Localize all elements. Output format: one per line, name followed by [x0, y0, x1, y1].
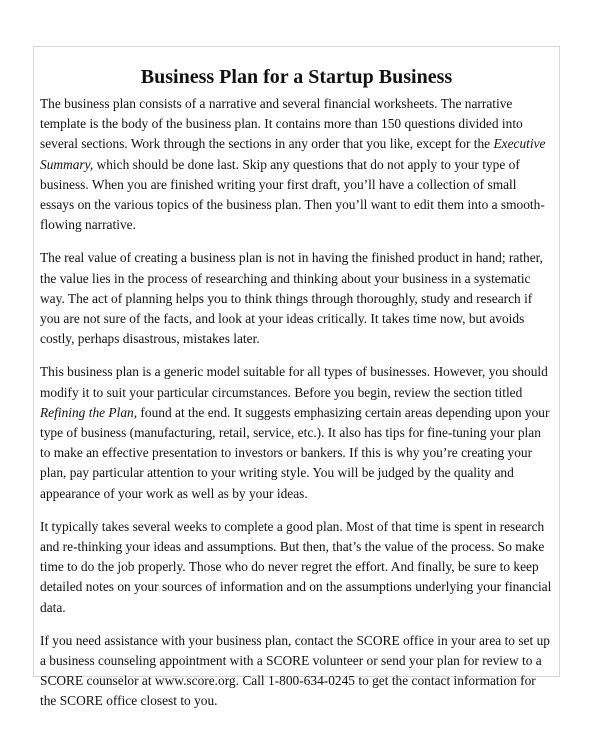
paragraph-score-assistance: If you need assistance with your business plan, contact the SCORE office in your area to set up a business counseling appointment with a SCORE volunteer or send your plan for review to a SCORE counselor at www.score.org. Call 1-800-634-0245 to get the contact information for the SCORE office closest to you. — [40, 632, 550, 709]
paragraph-value: The real value of creating a business plan is not in having the finished product in hand; rather, the value lies in the process of researching and thinking about your business in a systematic way. The act of planning helps you to think things through thoroughly, study and research if you are not sure of the facts, and look at your ideas critically. It takes time now, but avoids costly, perhaps disastrous, mistakes later. — [40, 250, 543, 347]
paragraph-text: found at the end. It suggests emphasizing certain areas depending upon your type of business (manufacturing, retail, service, etc.). It also has tips for fine-tuning your plan to make an effective presentation to investors or bankers. If this is why you’re creating your plan, pay particular attention to your writing style. You will be judged by the quality and appearance of your work as well as by your ideas. — [40, 404, 550, 501]
executive-summary-italic: Executive Summary, — [40, 136, 546, 172]
paragraph-text: which should be done last. Skip any questions that do not apply to your type of business. When you are finished writing your first draft, you’ll have a collection of small essays on the various topics of the business plan. Then you’ll want to edit them into a smooth-flowing narrative. — [40, 156, 545, 233]
paragraph-text: This business plan is a generic model suitable for all types of businesses. However, you should modify it to suit your particular circumstances. Before you begin, review the section titled — [40, 364, 548, 400]
document-page — [33, 46, 560, 709]
document-title: Business Plan for a Startup Business — [140, 66, 453, 88]
paragraph-generic-model — [40, 362, 553, 503]
paragraph-text: The business plan consists of a narrative and several financial worksheets. The narrative template is the body of the business plan. It contains more than 150 questions divided into several sections. Work through the sections in any order that you like, except for the — [40, 96, 523, 152]
paragraph-narrative — [40, 94, 553, 235]
refining-plan-italic: Refining the Plan, — [40, 404, 138, 420]
paragraph-timing: It typically takes several weeks to complete a good plan. Most of that time is spent in research and re-thinking your ideas and assumptions. But then, that’s the value of the process. So make time to do the job properly. Those who do never regret the effort. And finally, be sure to keep detailed notes on your sources of information and on the assumptions underlying your financial data. — [40, 518, 552, 615]
